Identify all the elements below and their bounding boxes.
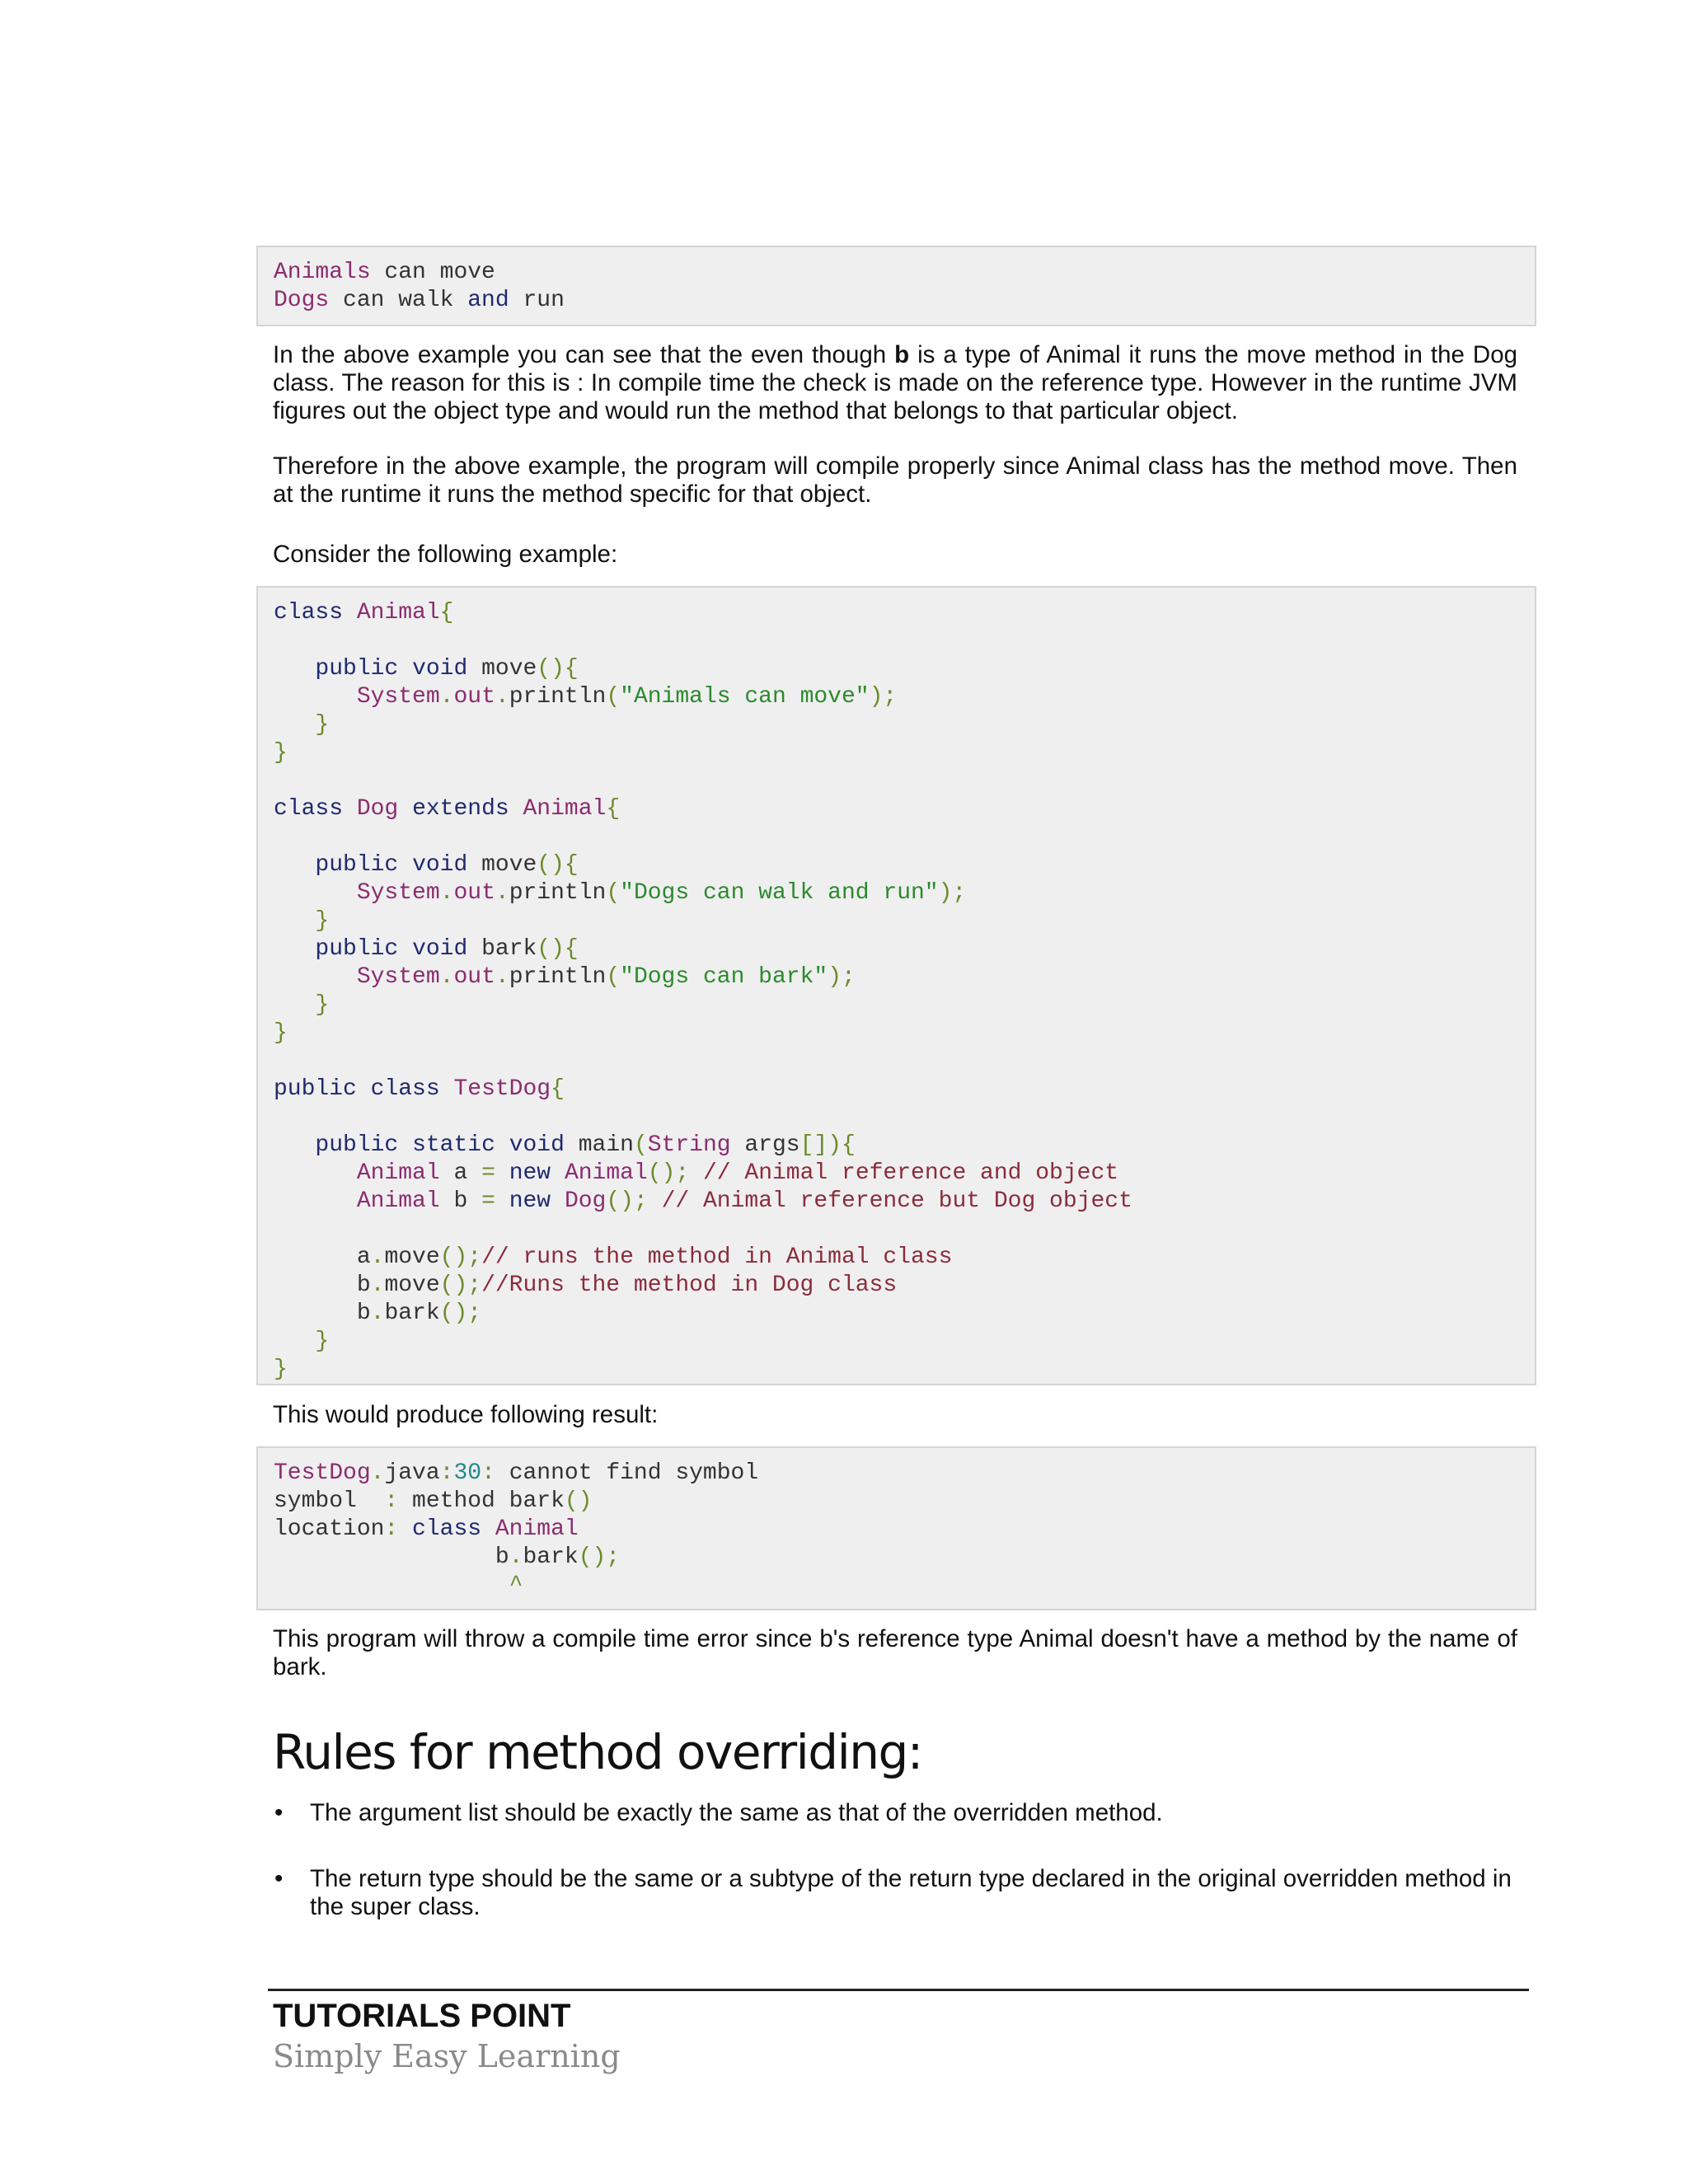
code-line <box>274 907 1519 935</box>
code-token: Dogs <box>274 288 330 313</box>
code-token: void <box>509 1132 565 1158</box>
code-token <box>274 1329 315 1354</box>
code-token: static <box>412 1132 495 1158</box>
code-token: : <box>384 1516 399 1542</box>
code-token: . <box>439 964 454 990</box>
code-token <box>495 1160 509 1186</box>
explanation-bold-b: b <box>894 341 910 368</box>
code-line <box>274 879 1519 907</box>
code-token: (){ <box>537 656 579 682</box>
code-token: main <box>564 1132 634 1158</box>
code-token <box>357 1076 371 1102</box>
code-token: (); <box>439 1272 482 1298</box>
code-token: } <box>315 712 330 738</box>
code-line <box>274 599 1519 627</box>
bullet-icon: • <box>274 1865 284 1892</box>
code-token: b <box>439 1188 482 1214</box>
code-token: : <box>481 1460 495 1486</box>
code-token: // runs the method in Animal class <box>481 1244 953 1270</box>
code-line <box>274 1019 1519 1047</box>
code-token <box>274 1188 357 1214</box>
explanation-text-start: In the above example you can see that the even though <box>273 341 895 368</box>
code-token <box>495 1188 509 1214</box>
code-token: move <box>467 852 537 878</box>
code-token: bark <box>523 1544 579 1570</box>
code-token: ( <box>606 684 621 710</box>
code-line <box>274 1216 1519 1244</box>
code-token: System <box>356 964 440 990</box>
code-token: println <box>509 880 607 906</box>
code-token: = <box>481 1188 495 1214</box>
code-token: extends <box>412 796 509 822</box>
code-line <box>274 1076 1519 1104</box>
code-token <box>274 936 315 962</box>
code-line <box>274 739 1519 767</box>
code-token: ); <box>869 684 898 710</box>
code-token <box>274 1572 509 1598</box>
code-token <box>398 1132 412 1158</box>
code-token: (); <box>606 1188 648 1214</box>
code-line <box>274 1244 1519 1272</box>
code-token: . <box>439 684 454 710</box>
code-token <box>551 1160 565 1186</box>
code-token: void <box>412 656 468 682</box>
code-token: : <box>384 1488 399 1514</box>
code-token: ( <box>606 964 621 990</box>
code-token: b <box>274 1301 371 1326</box>
code-token: "Dogs can bark" <box>620 964 828 990</box>
explanation-text-end: is a type of Animal it runs the move method in the Dog class. The reason for this is : In compile time the check is made on the reference type. However in the runtime JVM figures out the object type and would run the method that belongs to that particular object. <box>273 341 1518 424</box>
code-token: { <box>606 796 621 822</box>
code-token: b <box>274 1272 371 1298</box>
code-token: //Runs the method in Dog class <box>481 1272 898 1298</box>
code-example-block <box>256 586 1536 1385</box>
code-token <box>274 992 315 1018</box>
code-token <box>398 656 412 682</box>
code-token: and <box>467 288 509 313</box>
code-token: move <box>384 1244 440 1270</box>
code-token: TestDog <box>274 1460 371 1486</box>
code-token <box>481 1516 495 1542</box>
code-token: TestDog <box>453 1076 551 1102</box>
code-token: java <box>384 1460 440 1486</box>
code-line <box>274 1488 1519 1516</box>
code-token: move <box>384 1272 440 1298</box>
code-token <box>274 1132 315 1158</box>
code-token: ); <box>828 964 856 990</box>
code-token: public <box>315 1132 399 1158</box>
code-token: } <box>274 1020 288 1046</box>
code-token: String <box>647 1132 731 1158</box>
code-line <box>274 935 1519 963</box>
code-token: public <box>274 1076 357 1102</box>
code-token: . <box>509 1544 523 1570</box>
code-token: args <box>730 1132 800 1158</box>
error-output-block <box>256 1446 1536 1610</box>
code-token <box>274 1160 357 1186</box>
code-token: method bark <box>398 1488 565 1514</box>
code-token: Dog <box>356 796 399 822</box>
code-token: location <box>274 1516 385 1542</box>
code-token <box>551 1188 565 1214</box>
code-token <box>274 880 357 906</box>
code-line <box>274 711 1519 739</box>
code-token: } <box>315 992 330 1018</box>
bullet-icon: • <box>274 1799 284 1826</box>
code-token <box>343 796 357 822</box>
footer-tagline: Simply Easy Learning <box>273 2038 621 2074</box>
code-token: void <box>412 852 468 878</box>
code-token: { <box>439 600 454 626</box>
code-token: = <box>481 1160 495 1186</box>
code-token: ( <box>633 1132 648 1158</box>
code-token: new <box>509 1160 551 1186</box>
code-token: 30 <box>453 1460 482 1486</box>
code-token: public <box>315 852 399 878</box>
code-token: println <box>509 684 607 710</box>
code-line <box>274 1572 1519 1600</box>
code-line <box>274 627 1519 655</box>
code-token: Animal <box>356 600 440 626</box>
code-line <box>274 1132 1519 1160</box>
code-token: (); <box>578 1544 621 1570</box>
code-line <box>274 991 1519 1019</box>
code-token <box>509 796 523 822</box>
consider-paragraph: Consider the following example: <box>273 541 618 568</box>
code-token: (){ <box>537 852 579 878</box>
code-token: bark <box>467 936 537 962</box>
code-token: Animal <box>356 1188 440 1214</box>
code-line <box>274 1460 1519 1488</box>
code-line <box>274 1272 1519 1300</box>
code-token: (); <box>439 1301 482 1326</box>
section-heading: Rules for method overriding: <box>273 1724 922 1780</box>
code-token: Animal <box>564 1160 648 1186</box>
code-token: (){ <box>537 936 579 962</box>
code-token: "Animals can move" <box>620 684 870 710</box>
code-token <box>274 712 315 738</box>
rules-list <box>273 1799 1526 1921</box>
code-token: . <box>495 684 509 710</box>
footer-brand: TUTORIALS POINT <box>273 1998 571 2034</box>
code-token <box>398 852 412 878</box>
code-token: . <box>495 964 509 990</box>
code-token: out <box>453 684 495 710</box>
code-token: . <box>370 1272 385 1298</box>
rule-item <box>273 1865 1526 1921</box>
code-line <box>274 1544 1519 1572</box>
code-token: []){ <box>799 1132 856 1158</box>
explanation-paragraph <box>273 341 1517 425</box>
code-token <box>274 656 315 682</box>
code-token: b <box>274 1544 509 1570</box>
code-token: : <box>439 1460 454 1486</box>
code-token: Animals <box>274 260 371 285</box>
code-token: } <box>315 1329 330 1354</box>
code-token: a <box>274 1244 371 1270</box>
code-line <box>274 1300 1519 1328</box>
code-line <box>274 1516 1519 1544</box>
therefore-paragraph: Therefore in the above example, the program will compile properly since Animal class has the method move. Then at the runtime it runs the method specific for that object. <box>273 452 1517 508</box>
code-token: new <box>509 1188 551 1214</box>
code-token: Dog <box>564 1188 607 1214</box>
code-token: . <box>439 880 454 906</box>
result-intro-paragraph: This would produce following result: <box>273 1401 659 1428</box>
code-token: public <box>315 656 399 682</box>
code-line <box>274 823 1519 851</box>
code-token: bark <box>384 1301 440 1326</box>
code-token: a <box>439 1160 482 1186</box>
compile-error-paragraph: This program will throw a compile time error since b's reference type Animal doesn't have a method by the name of bark. <box>273 1625 1517 1680</box>
code-token: } <box>274 740 288 766</box>
code-token: out <box>453 964 495 990</box>
code-token: class <box>370 1076 440 1102</box>
code-line <box>274 1356 1519 1384</box>
code-token: . <box>370 1460 385 1486</box>
code-token: out <box>453 880 495 906</box>
code-token: void <box>412 936 468 962</box>
rule-text: The return type should be the same or a subtype of the return type declared in the original overridden method in the super class. <box>310 1865 1512 1920</box>
code-token: ( <box>606 880 621 906</box>
code-line <box>274 683 1519 711</box>
code-line <box>274 287 1519 315</box>
code-token: ); <box>938 880 967 906</box>
code-line <box>274 1047 1519 1076</box>
code-token: Animal <box>356 1160 440 1186</box>
code-line <box>274 1188 1519 1216</box>
code-line <box>274 851 1519 879</box>
code-token: move <box>467 656 537 682</box>
code-line <box>274 1104 1519 1132</box>
code-token: println <box>509 964 607 990</box>
code-token: can walk <box>329 288 468 313</box>
rule-item <box>273 1799 1526 1827</box>
code-token: . <box>370 1244 385 1270</box>
code-token: System <box>356 880 440 906</box>
code-token: can move <box>370 260 495 285</box>
code-token <box>398 1516 412 1542</box>
code-token <box>274 964 357 990</box>
code-token <box>495 1132 509 1158</box>
code-line <box>274 655 1519 683</box>
code-token <box>343 600 357 626</box>
code-token: cannot find symbol <box>495 1460 759 1486</box>
code-token <box>274 852 315 878</box>
code-token: { <box>551 1076 565 1102</box>
code-token <box>398 796 412 822</box>
code-line <box>274 259 1519 287</box>
code-token: class <box>274 796 344 822</box>
code-token: () <box>564 1488 593 1514</box>
code-line <box>274 963 1519 991</box>
code-token: run <box>509 288 565 313</box>
code-line <box>274 795 1519 823</box>
code-token: (); <box>647 1160 690 1186</box>
code-token: ^ <box>509 1572 523 1598</box>
code-token: } <box>315 908 330 934</box>
output-block-1 <box>256 246 1536 326</box>
code-token: class <box>412 1516 482 1542</box>
code-token <box>274 908 315 934</box>
code-token: (); <box>439 1244 482 1270</box>
code-token: public <box>315 936 399 962</box>
code-token: symbol <box>274 1488 385 1514</box>
code-line <box>274 1328 1519 1356</box>
code-line <box>274 1160 1519 1188</box>
code-token <box>274 684 357 710</box>
code-token: // Animal reference and object <box>689 1160 1119 1186</box>
code-token: } <box>274 1357 288 1382</box>
code-token: . <box>370 1301 385 1326</box>
code-line <box>274 767 1519 795</box>
code-token: // Animal reference but Dog object <box>647 1188 1132 1214</box>
code-token: Animal <box>523 796 607 822</box>
code-token <box>398 936 412 962</box>
code-token: class <box>274 600 344 626</box>
code-token: "Dogs can walk and run" <box>620 880 939 906</box>
code-token: . <box>495 880 509 906</box>
code-token: Animal <box>495 1516 579 1542</box>
footer-divider <box>268 1989 1529 1991</box>
rule-text: The argument list should be exactly the same as that of the overridden method. <box>310 1799 1163 1826</box>
code-token <box>440 1076 454 1102</box>
code-token: System <box>356 684 440 710</box>
